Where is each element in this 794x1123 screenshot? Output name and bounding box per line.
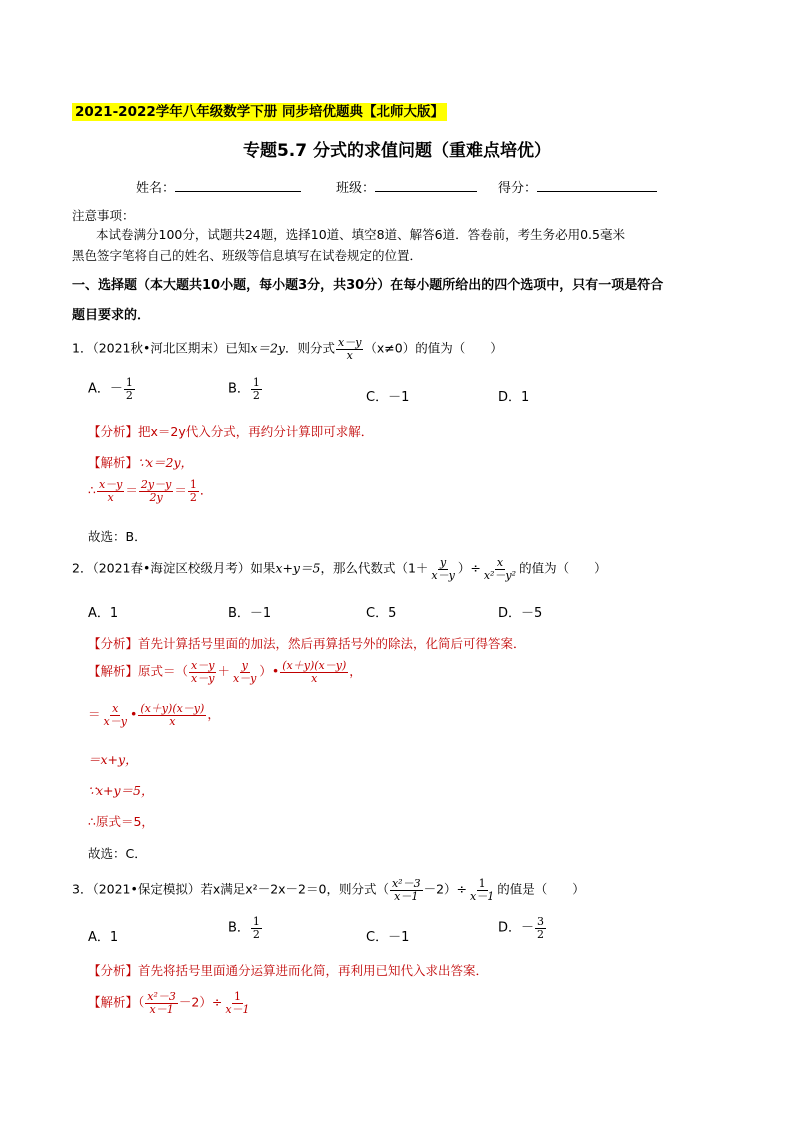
q3-solution-line-1 [88,991,253,1015]
q2-sol1-fraction-3-den: x [311,671,318,685]
q2-condition: x+y＝5 [275,560,321,576]
q3-option-b[interactable] [228,916,263,940]
q3-option-d-label: D．－ [498,920,535,936]
page-title: 专题5.7 分式的求值问题（重难点培优） [242,141,552,161]
q1-sol-fraction-3-num: 1 [189,478,197,491]
q2-sol1-fraction-1 [189,660,216,684]
q1-option-b-label: B． [228,381,250,397]
q3-stem-mid: －2）÷ [423,881,468,897]
q3-fraction-2 [468,878,496,902]
q1-sol-fraction-2-num: 2y－y [140,478,172,491]
q2-sol2-fraction-2 [138,703,206,727]
q3-fraction-2-den: x－1 [470,889,495,903]
q2-solution-line-1 [88,660,362,684]
q1-option-a-num: 1 [125,376,133,389]
q1-solution-line-1 [88,453,193,471]
q3-fraction-1 [390,878,423,902]
q1-analysis-label: 【分析】 [88,424,139,439]
q2-sol2-fraction-2-den: x [169,714,176,728]
q3-fraction-1-num: x²－3 [391,877,421,890]
q1-fraction-denominator: x [346,348,353,362]
q3-option-d-den: 2 [537,927,545,941]
score-field[interactable] [498,177,657,196]
q2-fraction-2 [482,557,518,581]
q2-option-d[interactable]: D．－5 [498,606,543,621]
q1-sol-end: ． [199,482,213,498]
name-label: 姓名： [136,181,176,196]
q2-sol2-fraction-1-den: x－y [103,714,127,728]
q3-sol1-fraction-1-num: x²－3 [147,990,176,1003]
q1-option-c[interactable]: C．－1 [366,390,410,405]
q2-sol1-fraction-3-num: (x＋y)(x－y) [282,659,347,672]
q3-fraction-1-den: x－1 [394,889,419,903]
q3-option-d-fraction [535,916,546,940]
class-label: 班级： [336,181,376,196]
q3-stem [72,878,585,902]
class-blank[interactable] [375,179,477,192]
q1-analysis [88,422,373,440]
q1-option-d[interactable]: D．1 [498,390,530,405]
q2-sol1-plus: ＋ [217,663,230,679]
q1-option-b-fraction [251,377,262,401]
q3-sol1-fraction-1 [145,991,178,1015]
q2-sol2-dot: • [129,706,138,722]
q1-solution-line-2 [88,479,212,503]
q3-option-b-fraction [251,916,262,940]
q2-option-c[interactable]: C．5 [366,606,397,621]
q1-sol-fraction-1-num: x－y [98,478,123,491]
q2-sol2-fraction-1 [102,703,129,727]
q3-sol1-prefix: （ [138,994,145,1010]
q2-solution-line-2 [88,703,220,727]
name-blank[interactable] [175,179,301,192]
q3-option-c[interactable]: C．－1 [366,930,410,945]
class-field[interactable] [336,177,477,196]
q1-sol-fraction-3-den: 2 [189,490,197,504]
q2-stem-mid-2: ）÷ [457,560,481,576]
q2-fraction-2-num: x [496,556,504,569]
section-heading-line-2: 题目要求的． [72,308,151,323]
q2-stem [72,557,607,581]
q2-fraction-2-den: x²－y² [483,568,517,582]
q3-sol1-fraction-2 [223,991,251,1015]
q1-condition: x＝2y [250,340,285,356]
q2-solution-line-3: ＝x+y， [88,752,138,767]
q2-sol2-fraction-1-num: x [112,702,119,715]
q1-stem-suffix: （x≠0）的值为（ ） [364,340,503,356]
q3-option-b-num: 1 [252,915,260,928]
q2-solution-line-4: ∵x+y＝5， [88,783,154,798]
q1-option-a-den: 2 [125,388,133,402]
q3-analysis-label: 【分析】 [88,963,139,978]
q2-sol2-end: ， [207,706,220,722]
q1-sol-fraction-2 [139,479,173,503]
score-label: 得分： [498,181,538,196]
q2-answer: 故选：C． [88,846,147,861]
q3-option-b-label: B． [228,920,250,936]
q2-sol1-fraction-2-den: x－y [232,671,257,685]
q2-sol2-equals: ＝ [88,706,101,722]
q1-fraction [336,337,363,361]
series-title-banner [72,100,447,120]
q1-option-b[interactable] [228,377,263,401]
q2-sol1-end: ， [349,663,362,679]
q2-fraction-1-num: y [440,556,447,569]
q1-sol-fraction-1-den: x [107,490,114,504]
q1-therefore: ∴ [88,482,96,498]
q1-answer: 故选：B． [88,529,147,544]
q1-analysis-text: 把x＝2y代入分式，再约分计算即可求解． [138,424,374,439]
q2-stem-suffix: 的值为（ ） [519,560,607,576]
q3-sol1-fraction-2-num: 1 [233,990,241,1003]
name-field[interactable] [136,177,301,196]
q2-solution-label: 【解析】 [88,663,139,679]
q2-sol1-prefix: 原式＝（ [138,663,189,679]
q1-sol-equals-1: ＝ [125,482,138,498]
q1-sol-fraction-2-den: 2y [149,490,163,504]
q1-sol-equals-2: ＝ [174,482,187,498]
section-heading-line-1: 一、选择题（本大题共10小题，每小题3分，共30分）在每小题所给出的四个选项中，只有一项是符合 [72,278,664,293]
q1-solution-text: ∵x＝2y， [138,455,194,470]
notes-line-1: 本试卷满分100分，试题共24题，选择10道、填空8道、解答6道．答卷前，考生务必用0.5毫米 [96,227,625,242]
q1-option-b-den: 2 [252,388,260,402]
score-blank[interactable] [537,179,657,192]
q1-fraction-numerator: x－y [337,336,362,349]
q2-stem-mid-1: ，那么代数式（1＋ [320,560,429,576]
q3-fraction-2-num: 1 [478,877,486,890]
q1-option-b-num: 1 [252,376,260,389]
q1-solution-label: 【解析】 [88,455,139,470]
notes-heading: 注意事项： [72,208,135,223]
q3-option-a[interactable]: A．1 [88,930,119,945]
q1-option-a-fraction [124,377,135,401]
q3-stem-prefix: 3．（2021•保定模拟）若x满足x²－2x－2＝0，则分式（ [72,881,389,897]
q2-option-b[interactable]: B．－1 [228,606,272,621]
q2-stem-prefix: 2．（2021春•海淀区校级月考）如果 [72,560,276,576]
q2-fraction-1 [429,557,456,581]
q2-sol1-fraction-2-num: y [241,659,248,672]
q1-stem-mid: ．则分式 [284,340,335,356]
q1-option-a[interactable] [88,377,136,401]
q2-analysis [88,634,526,652]
q3-option-d[interactable] [498,916,547,940]
q1-sol-fraction-1 [97,479,124,503]
q1-sol-fraction-3 [188,479,199,503]
q2-sol1-fraction-1-den: x－y [191,671,215,685]
q2-fraction-1-den: x－y [431,568,455,582]
q3-sol1-fraction-2-den: x－1 [225,1002,250,1016]
q2-solution-line-5: ∴原式＝5， [88,814,154,829]
q3-sol1-mid: －2）÷ [178,994,223,1010]
series-title: 2021-2022学年八年级数学下册 同步培优题典【北师大版】 [72,103,447,121]
q3-option-d-num: 3 [537,915,545,928]
q1-option-a-label: A．－ [88,381,123,397]
q1-stem [72,337,503,361]
q2-sol1-fraction-3 [280,660,348,684]
q3-sol1-fraction-1-den: x－1 [149,1002,174,1016]
q2-sol1-mid: ）• [259,663,280,679]
q3-analysis [88,961,488,979]
q3-solution-label: 【解析】 [88,994,139,1010]
q3-option-b-den: 2 [252,927,260,941]
q1-stem-prefix: 1．（2021秋•河北区期末）已知 [72,340,251,356]
q2-analysis-label: 【分析】 [88,636,139,651]
q3-analysis-text: 首先将括号里面通分运算进而化简，再利用已知代入求出答案． [138,963,489,978]
q2-analysis-text: 首先计算括号里面的加法，然后再算括号外的除法，化简后可得答案． [138,636,526,651]
q2-sol2-fraction-2-num: (x＋y)(x－y) [140,702,205,715]
q2-sol1-fraction-2 [231,660,258,684]
q2-option-a[interactable]: A．1 [88,606,119,621]
q2-sol1-fraction-1-num: x－y [191,659,215,672]
q3-stem-suffix: 的值是（ ） [497,881,585,897]
notes-line-2: 黑色签字笔将自己的姓名、班级等信息填写在试卷规定的位置． [72,248,423,263]
